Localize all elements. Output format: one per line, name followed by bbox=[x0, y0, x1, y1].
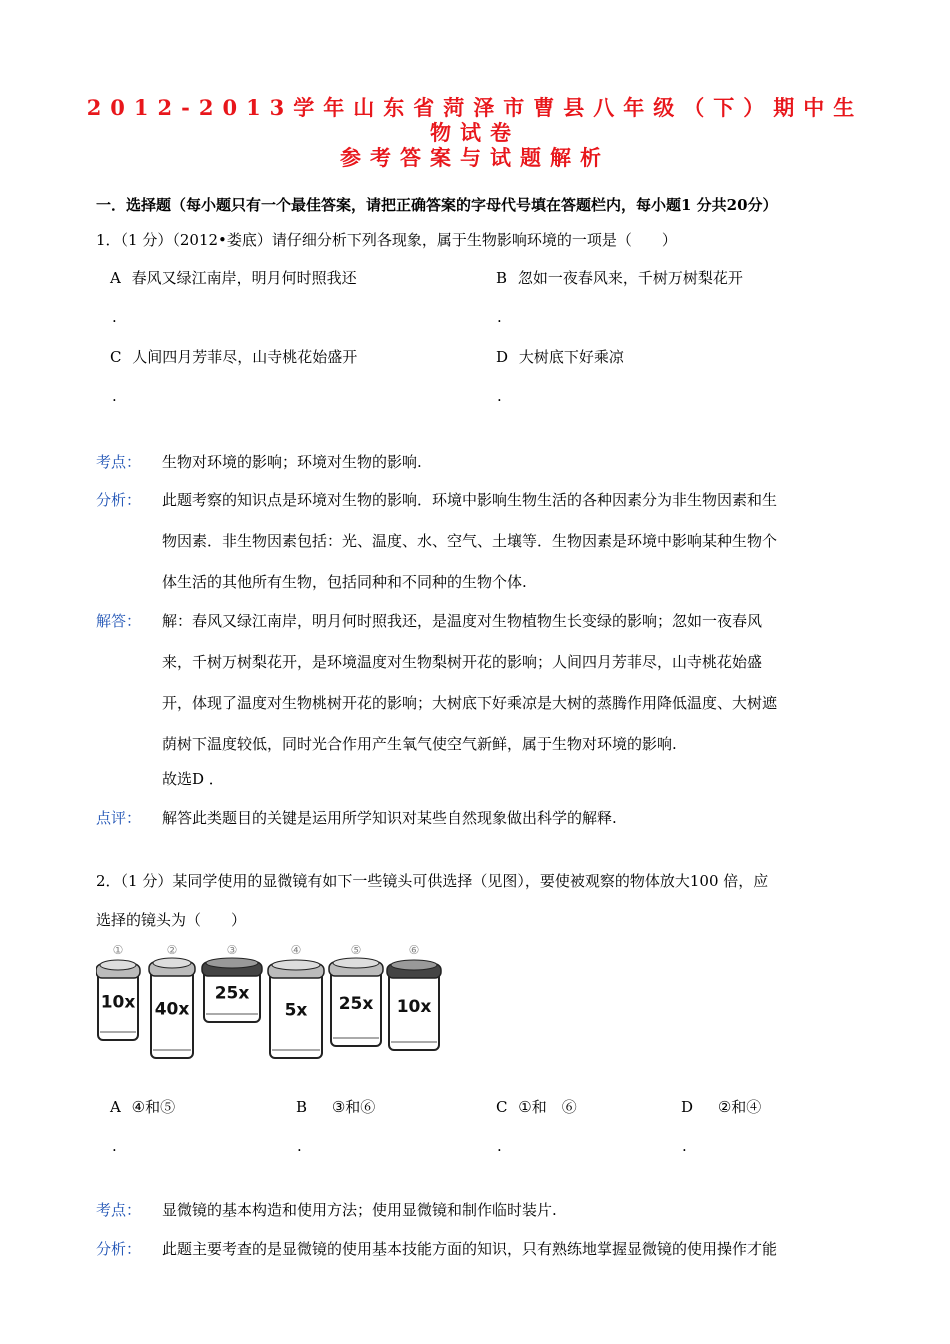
q2-option-d-text: ②和④ bbox=[717, 1098, 762, 1116]
q1-jieda-line: 来，千树万树梨花开，是环境温度对生物梨树开花的影响；人间四月芳菲尽，山寺桃花始盛 bbox=[162, 653, 763, 671]
lens-glass bbox=[206, 958, 258, 968]
q1-jieda-answer: 故选D ． bbox=[162, 770, 224, 788]
q1-kaodian-label: 考点： bbox=[96, 453, 142, 471]
q1-dot-c: . bbox=[112, 387, 117, 405]
q1-dianping-label: 点评： bbox=[96, 809, 142, 827]
q1-option-a-letter: A bbox=[110, 269, 121, 287]
lens-glass bbox=[153, 958, 191, 968]
lens-number: ③ bbox=[226, 943, 238, 957]
q2-option-b-letter: B bbox=[296, 1098, 308, 1116]
lens-figure bbox=[96, 940, 446, 1065]
q2-kaodian: 显微镜的基本构造和使用方法；使用显微镜和制作临时装片. bbox=[162, 1201, 557, 1219]
q1-option-b bbox=[496, 267, 743, 288]
q1-jieda-line: 解：春风又绿江南岸，明月何时照我还，是温度对生物植物生长变绿的影响；忽如一夜春风 bbox=[162, 612, 763, 630]
q2-option-a-text: ④和⑤ bbox=[131, 1098, 176, 1116]
q2-dot-b: . bbox=[297, 1137, 302, 1155]
q1-fenxi-line: 物因素．非生物因素包括：光、温度、水、空气、土壤等．生物因素是环境中影响某种生物个 bbox=[162, 532, 778, 550]
lens-number: ⑤ bbox=[350, 943, 362, 957]
lens-glass bbox=[333, 958, 379, 968]
q2-dot-a: . bbox=[112, 1137, 117, 1155]
lens-magnification: 10x bbox=[396, 997, 432, 1017]
q1-fenxi-line: 此题考察的知识点是环境对生物的影响．环境中影响生物生活的各种因素分为非生物因素和生 bbox=[162, 491, 778, 509]
q2-option-c bbox=[496, 1096, 577, 1117]
q1-option-d bbox=[496, 346, 624, 367]
page-title-line2: 物试卷 bbox=[430, 120, 520, 145]
q1-fenxi-label: 分析： bbox=[96, 491, 142, 509]
q2-option-d bbox=[681, 1096, 761, 1117]
q1-option-b-letter: B bbox=[496, 269, 508, 287]
q1-jieda-label: 解答： bbox=[96, 612, 142, 630]
q2-option-a bbox=[110, 1096, 175, 1117]
q1-option-a-text: 春风又绿江南岸，明月何时照我还 bbox=[131, 269, 357, 287]
q2-option-b bbox=[296, 1096, 375, 1117]
q2-option-d-letter: D bbox=[681, 1098, 694, 1116]
q1-jieda-line: 荫树下温度较低，同时光合作用产生氧气使空气新鲜，属于生物对环境的影响. bbox=[162, 735, 677, 753]
q1-option-d-letter: D bbox=[496, 348, 509, 366]
q2-fenxi-label: 分析： bbox=[96, 1240, 142, 1258]
q1-jieda-line: 开，体现了温度对生物桃树开花的影响；大树底下好乘凉是大树的蒸腾作用降低温度、大树遮 bbox=[162, 694, 778, 712]
lens-number: ② bbox=[166, 943, 178, 957]
lens-glass bbox=[100, 960, 136, 970]
q1-option-c bbox=[110, 346, 357, 367]
lens-magnification: 25x bbox=[214, 983, 250, 1004]
q2-kaodian-label: 考点： bbox=[96, 1201, 142, 1219]
lens-magnification: 10x bbox=[100, 992, 136, 1013]
q1-dot-d: . bbox=[497, 387, 502, 405]
lens-magnification: 25x bbox=[338, 994, 374, 1015]
q2-option-c-letter: C bbox=[496, 1098, 508, 1116]
q1-option-a bbox=[110, 267, 357, 288]
lens-number: ⑥ bbox=[408, 943, 420, 957]
lens-glass bbox=[391, 960, 437, 970]
lens-magnification: 40x bbox=[154, 999, 190, 1020]
page-subtitle: 参考答案与试题解析 bbox=[340, 145, 610, 170]
q1-option-c-text: 人间四月芳菲尽，山寺桃花始盛开 bbox=[132, 348, 358, 366]
q1-dianping: 解答此类题目的关键是运用所学知识对某些自然现象做出科学的解释. bbox=[162, 809, 617, 827]
q2-option-a-letter: A bbox=[110, 1098, 121, 1116]
lens-number: ① bbox=[112, 943, 124, 957]
q1-dot-b: . bbox=[497, 308, 502, 326]
q2-stem-line1: 2．（1 分）某同学使用的显微镜有如下一些镜头可供选择（见图），要使被观察的物体放大100 倍，应 bbox=[96, 872, 769, 890]
q1-option-b-text: 忽如一夜春风来，千树万树梨花开 bbox=[517, 269, 743, 287]
q2-option-b-text: ③和⑥ bbox=[331, 1098, 376, 1116]
section-heading: 一．选择题（每小题只有一个最佳答案，请把正确答案的字母代号填在答题栏内，每小题1 分共20分） bbox=[96, 196, 778, 214]
q2-dot-d: . bbox=[682, 1137, 687, 1155]
q1-option-c-letter: C bbox=[110, 348, 122, 366]
q2-option-c-text: ①和 ⑥ bbox=[518, 1098, 577, 1116]
q2-dot-c: . bbox=[497, 1137, 502, 1155]
page-title-line1: 2012-2013学年山东省菏泽市曹县八年级（下）期中生 bbox=[86, 95, 864, 120]
q1-kaodian: 生物对环境的影响；环境对生物的影响. bbox=[162, 453, 422, 471]
lens-figure-svg bbox=[96, 940, 446, 1065]
lens-glass bbox=[272, 960, 320, 970]
lens-magnification: 5x bbox=[284, 1000, 308, 1021]
q1-stem: 1．（1 分）（2012•娄底）请仔细分析下列各现象，属于生物影响环境的一项是（ ） bbox=[96, 231, 677, 249]
q1-fenxi-line: 体生活的其他所有生物，包括同种和不同种的生物个体. bbox=[162, 573, 527, 591]
q2-fenxi: 此题主要考查的是显微镜的使用基本技能方面的知识，只有熟练地掌握显微镜的使用操作才能 bbox=[162, 1240, 778, 1258]
q1-dot-a: . bbox=[112, 308, 117, 326]
q2-stem-line2: 选择的镜头为（ ） bbox=[96, 911, 247, 929]
lens-number: ④ bbox=[290, 943, 302, 957]
q1-option-d-text: 大树底下好乘凉 bbox=[518, 348, 624, 366]
